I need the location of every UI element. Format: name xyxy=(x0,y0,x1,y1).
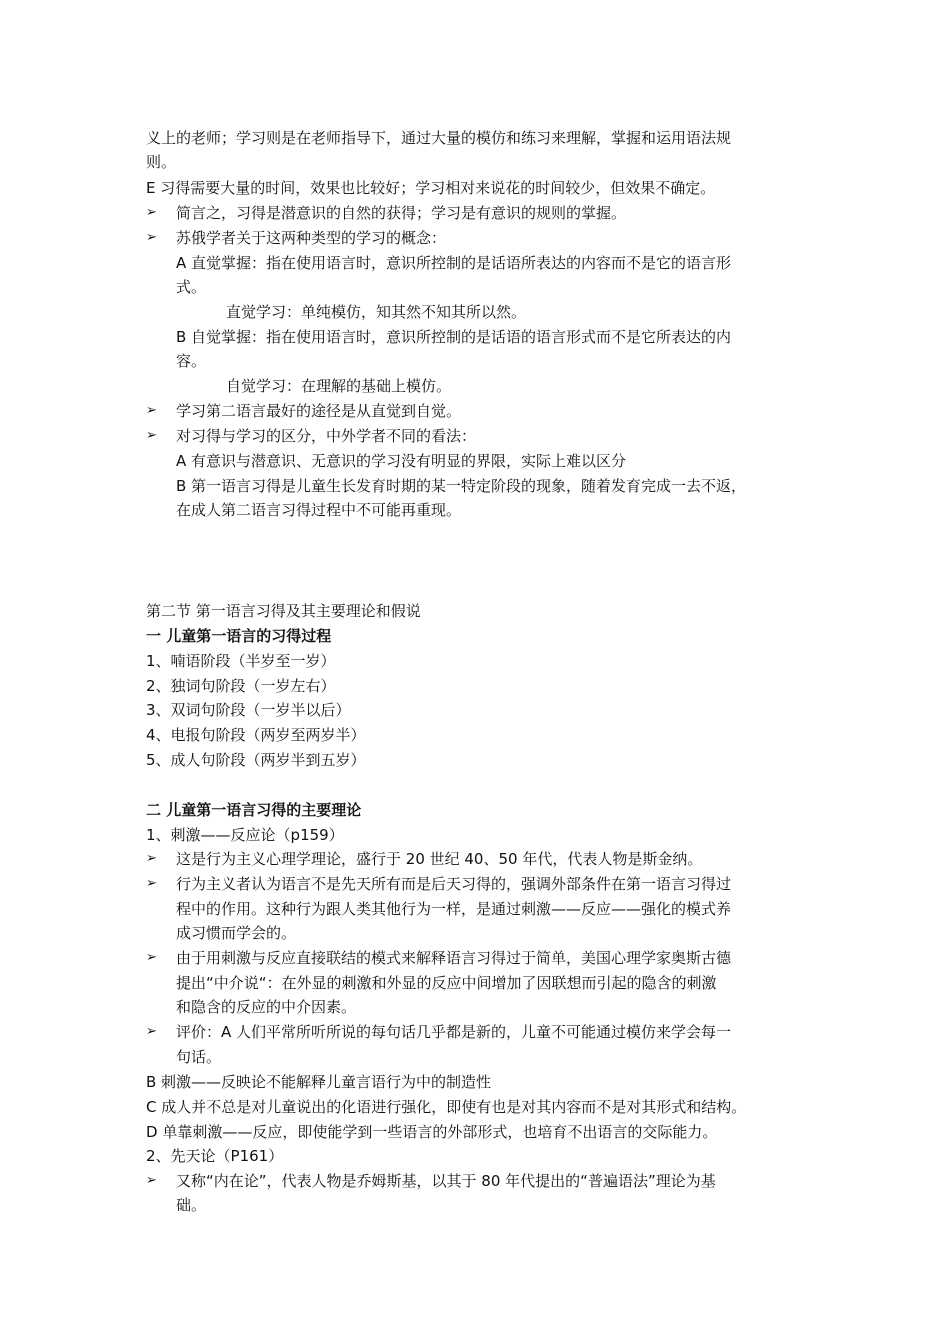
text-line: 2、先天论（P161） xyxy=(146,1147,284,1165)
text-line: B 自觉掌握：指在使用语言时，意识所控制的是话语的语言形式而不是它所表达的内 xyxy=(176,328,732,346)
text-line: 4、电报句阶段（两岁至两岁半） xyxy=(146,726,366,744)
text-line: 直觉学习：单纯模仿，知其然不知其所以然。 xyxy=(226,303,527,321)
bullet-marker: ➢ xyxy=(146,205,157,220)
section-heading: 一 儿童第一语言的习得过程 xyxy=(146,627,332,645)
text-line: 自觉学习：在理解的基础上模仿。 xyxy=(226,377,452,395)
bullet-marker: ➢ xyxy=(146,1024,157,1039)
text-line: 第二节 第一语言习得及其主要理论和假说 xyxy=(146,602,421,620)
text-line: C 成人并不总是对儿童说出的化语进行强化，即使有也是对其内容而不是对其形式和结构。 xyxy=(146,1098,747,1116)
text-line: 对习得与学习的区分，中外学者不同的看法： xyxy=(176,427,477,445)
text-line: 提出“中介说“：在外显的刺激和外显的反应中间增加了因联想而引起的隐含的刺激 xyxy=(176,974,717,992)
bullet-marker: ➢ xyxy=(146,851,157,866)
text-line: 2、独词句阶段（一岁左右） xyxy=(146,677,336,695)
text-line: 评价：A 人们平常所听所说的每句话几乎都是新的，儿童不可能通过模仿来学会每一 xyxy=(176,1023,732,1041)
text-line: 在成人第二语言习得过程中不可能再重现。 xyxy=(176,501,462,519)
bullet-marker: ➢ xyxy=(146,403,157,418)
text-line: 和隐含的反应的中介因素。 xyxy=(176,998,357,1016)
text-line: 这是行为主义心理学理论，盛行于 20 世纪 40、50 年代，代表人物是斯金纳。 xyxy=(176,850,703,868)
text-line: 苏俄学者关于这两种类型的学习的概念： xyxy=(176,229,447,247)
text-line: B 刺激——反映论不能解释儿童言语行为中的制造性 xyxy=(146,1073,492,1091)
text-line: 行为主义者认为语言不是先天所有而是后天习得的，强调外部条件在第一语言习得过 xyxy=(176,875,732,893)
text-line: A 有意识与潜意识、无意识的学习没有明显的界限，实际上难以区分 xyxy=(176,452,627,470)
bullet-marker: ➢ xyxy=(146,1173,157,1188)
text-line: 句话。 xyxy=(176,1048,222,1066)
text-line: 础。 xyxy=(176,1196,207,1214)
text-line: 容。 xyxy=(176,352,207,370)
text-line: 学习第二语言最好的途径是从直觉到自觉。 xyxy=(176,402,462,420)
text-line: 5、成人句阶段（两岁半到五岁） xyxy=(146,751,366,769)
text-line: 又称“内在论”，代表人物是乔姆斯基，以其于 80 年代提出的“普遍语法”理论为基 xyxy=(176,1172,716,1190)
text-line: A 直觉掌握：指在使用语言时，意识所控制的是话语所表达的内容而不是它的语言形 xyxy=(176,254,732,272)
text-line: 由于用刺激与反应直接联结的模式来解释语言习得过于简单，美国心理学家奥斯古德 xyxy=(176,949,732,967)
bullet-marker: ➢ xyxy=(146,876,157,891)
text-line: 式。 xyxy=(176,278,207,296)
text-line: D 单靠刺激——反应，即使能学到一些语言的外部形式，也培育不出语言的交际能力。 xyxy=(146,1123,718,1141)
text-line: B 第一语言习得是儿童生长发育时期的某一特定阶段的现象，随着发育完成一去不返， xyxy=(176,477,747,495)
bullet-marker: ➢ xyxy=(146,428,157,443)
text-line: 成习惯而学会的。 xyxy=(176,924,297,942)
text-line: E 习得需要大量的时间，效果也比较好；学习相对来说花的时间较少，但效果不确定。 xyxy=(146,179,716,197)
bullet-marker: ➢ xyxy=(146,950,157,965)
section-heading: 二 儿童第一语言习得的主要理论 xyxy=(146,801,362,819)
text-line: 义上的老师；学习则是在老师指导下，通过大量的模仿和练习来理解，掌握和运用语法规 xyxy=(146,129,732,147)
bullet-marker: ➢ xyxy=(146,230,157,245)
text-line: 程中的作用。这种行为跟人类其他行为一样，是通过刺激——反应——强化的模式养 xyxy=(176,900,732,918)
text-line: 3、双词句阶段（一岁半以后） xyxy=(146,701,351,719)
text-line: 简言之，习得是潜意识的自然的获得；学习是有意识的规则的掌握。 xyxy=(176,204,627,222)
text-line: 1、刺激——反应论（p159） xyxy=(146,826,344,844)
text-line: 则。 xyxy=(146,153,177,171)
text-line: 1、喃语阶段（半岁至一岁） xyxy=(146,652,336,670)
